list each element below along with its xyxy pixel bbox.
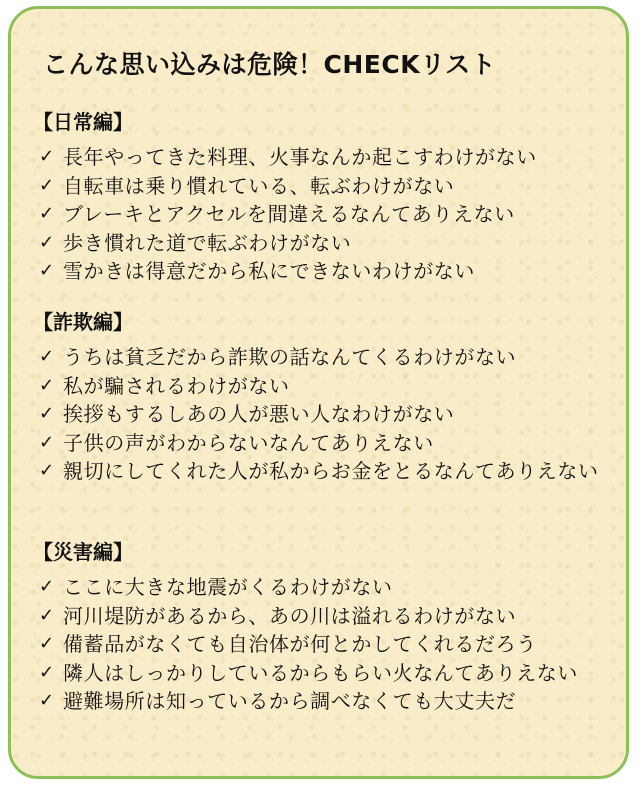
check-icon: ✓ [39, 146, 55, 167]
section-heading: 【詐欺編】 [33, 310, 133, 334]
item-text: ブレーキとアクセルを間違えるなんてありえない [63, 202, 515, 226]
list-item [33, 659, 633, 688]
item-text: 子供の声がわからないなんてありえない [63, 430, 434, 455]
item-text: 自転車は乗り慣れている、転ぶわけがない [63, 173, 455, 198]
section-daily [33, 107, 633, 286]
check-icon: ✓ [39, 604, 55, 626]
item-text: 河川堤防があるから、あの川は溢れるわけがない [63, 603, 517, 628]
list-item [33, 257, 633, 286]
section-heading: 【日常編】 [33, 110, 133, 134]
list-item [33, 457, 633, 486]
item-text: 私が騙されるわけがない [63, 373, 290, 398]
list-item [33, 172, 633, 201]
item-text: 隣人はしっかりしているからもらい火なんてありえない [63, 660, 578, 685]
list-item [33, 229, 633, 258]
item-text: 長年やってきた料理、火事なんか起こすわけがない [63, 145, 537, 169]
check-icon: ✓ [39, 346, 55, 367]
check-icon: ✓ [39, 633, 55, 654]
check-icon: ✓ [39, 576, 55, 597]
item-text: 歩き慣れた道で転ぶわけがない [63, 230, 352, 255]
list-item [33, 429, 633, 458]
checklist-card [8, 6, 629, 779]
section-heading: 【災害編】 [33, 540, 133, 564]
list-item [33, 200, 633, 229]
list-item [33, 400, 633, 429]
item-text: 避難場所は知っているから調べなくても大丈夫だ [63, 689, 517, 713]
check-icon: ✓ [39, 431, 55, 453]
check-icon: ✓ [39, 690, 55, 711]
check-icon: ✓ [39, 203, 55, 224]
check-icon: ✓ [39, 460, 55, 481]
item-text: ここに大きな地震がくるわけがない [63, 575, 393, 599]
list-item [33, 602, 633, 631]
check-icon: ✓ [39, 260, 55, 281]
list-item [33, 573, 633, 602]
check-icon: ✓ [39, 231, 55, 253]
list-item [33, 343, 633, 372]
check-icon: ✓ [39, 403, 55, 424]
check-icon: ✓ [39, 374, 55, 396]
item-text: 挨拶もするしあの人が悪い人なわけがない [63, 402, 455, 426]
item-text: 親切にしてくれた人が私からお金をとるなんてありえない [63, 459, 599, 483]
list-item [33, 143, 633, 172]
list-item [33, 687, 633, 716]
check-icon: ✓ [39, 174, 55, 196]
item-text: うちは貧乏だから詐欺の話なんてくるわけがない [63, 345, 517, 369]
list-item [33, 372, 633, 401]
section-fraud [33, 307, 633, 486]
item-text: 雪かきは得意だから私にできないわけがない [63, 259, 475, 283]
section-disaster [33, 537, 633, 716]
page-title: こんな思い込みは危険！CHECKリスト [43, 50, 497, 79]
list-item [33, 630, 633, 659]
item-text: 備蓄品がなくても自治体が何とかしてくれるだろう [63, 632, 537, 656]
check-icon: ✓ [39, 661, 55, 683]
